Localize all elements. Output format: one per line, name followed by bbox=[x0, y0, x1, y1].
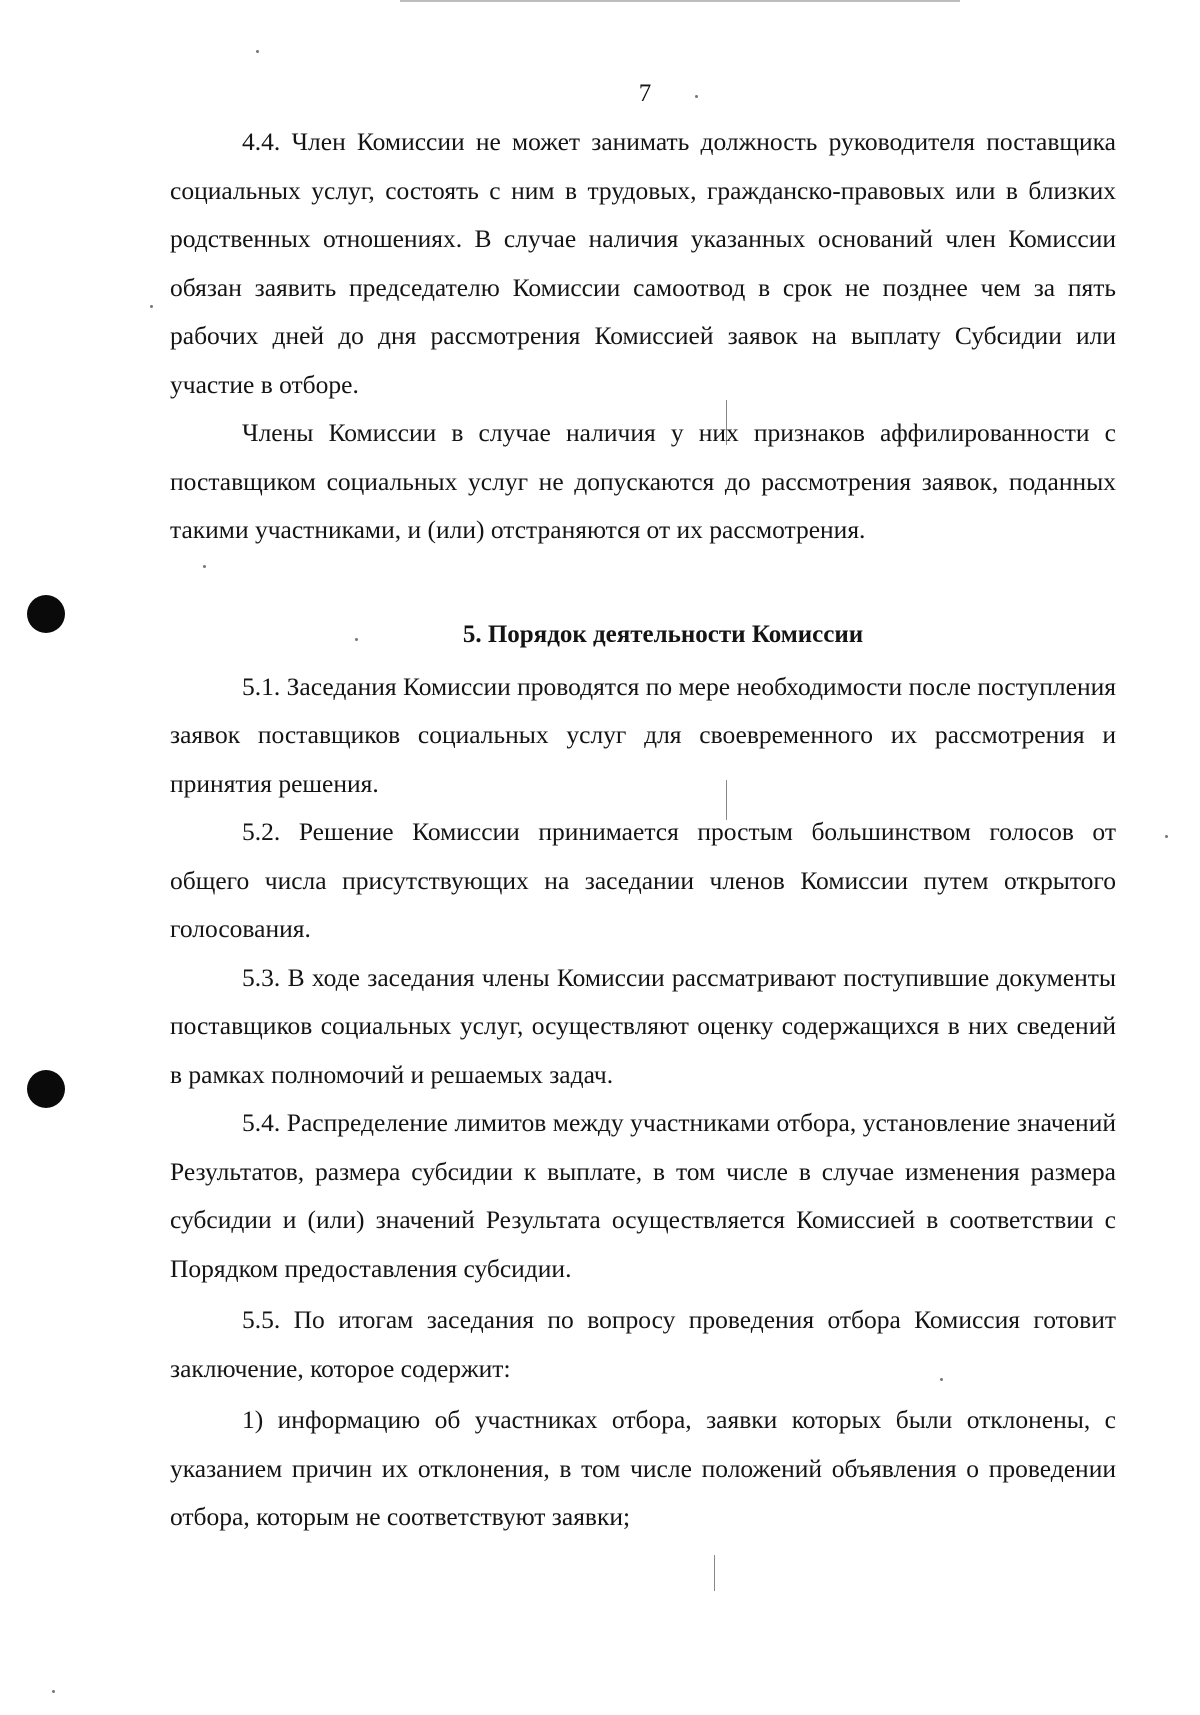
scan-speck bbox=[150, 305, 153, 308]
paragraph-5-2: 5.2. Решение Комиссии принимается простым большинством голосов от общего числа присутствующих на заседании членов Комиссии путем открытого голосования. bbox=[170, 817, 1116, 943]
list-item-1: 1) информацию об участниках отбора, заявки которых были отклонены, с указанием причин их отклонения, в том числе положений объявления о проведении отбора, которым не соответствуют заявки; bbox=[170, 1405, 1116, 1531]
paragraph-5-3: 5.3. В ходе заседания члены Комиссии рассматривают поступившие документы поставщиков социальных услуг, осуществляют оценку содержащихся в них сведений в рамках полномочий и решаемых задач. bbox=[170, 962, 1116, 1089]
scan-speck bbox=[52, 1690, 55, 1693]
scan-speck bbox=[1165, 835, 1168, 838]
paragraph-affiliation: Члены Комиссии в случае наличия у них признаков аффилированности с поставщиком социальных услуг не допускаются до рассмотрения заявок, поданных такими участниками, и (или) отстраняются от их рассмотрения. bbox=[170, 418, 1116, 544]
document-body bbox=[170, 118, 1116, 1542]
page-number: 7 bbox=[638, 80, 652, 107]
scan-speck bbox=[256, 50, 259, 53]
paragraph-5-5: 5.5. По итогам заседания по вопросу проведения отбора Комиссия готовит заключение, которое содержит: bbox=[170, 1305, 1116, 1383]
scan-artifact bbox=[714, 1555, 715, 1591]
scan-edge-line bbox=[400, 0, 960, 2]
punch-hole-bottom bbox=[27, 1070, 65, 1108]
section-heading: 5. Порядок деятельности Комиссии bbox=[462, 620, 864, 648]
punch-hole-top bbox=[27, 595, 65, 633]
paragraph-5-4: 5.4. Распределение лимитов между участниками отбора, установление значений Результатов, размера субсидии к выплате, в том числе в случае изменения размера субсидии и (или) значений Результата осуществляется Комиссией в соответствии с Порядком предоставления субсидии. bbox=[170, 1108, 1116, 1283]
paragraph-5-1: 5.1. Заседания Комиссии проводятся по мере необходимости после поступления заявок поставщиков социальных услуг для своевременного их рассмотрения и принятия решения. bbox=[170, 671, 1116, 798]
paragraph-4-4: 4.4. Член Комиссии не может занимать должность руководителя поставщика социальных услуг, состоять с ним в трудовых, гражданско-правовых или в близких родственных отношениях. В случае наличия указанных оснований член Комиссии обязан заявить председателю Комиссии самоотвод в срок не позднее чем за пять рабочих дней до дня рассмотрения Комиссией заявок на выплату Субсидии или участие в отборе. bbox=[170, 127, 1116, 399]
